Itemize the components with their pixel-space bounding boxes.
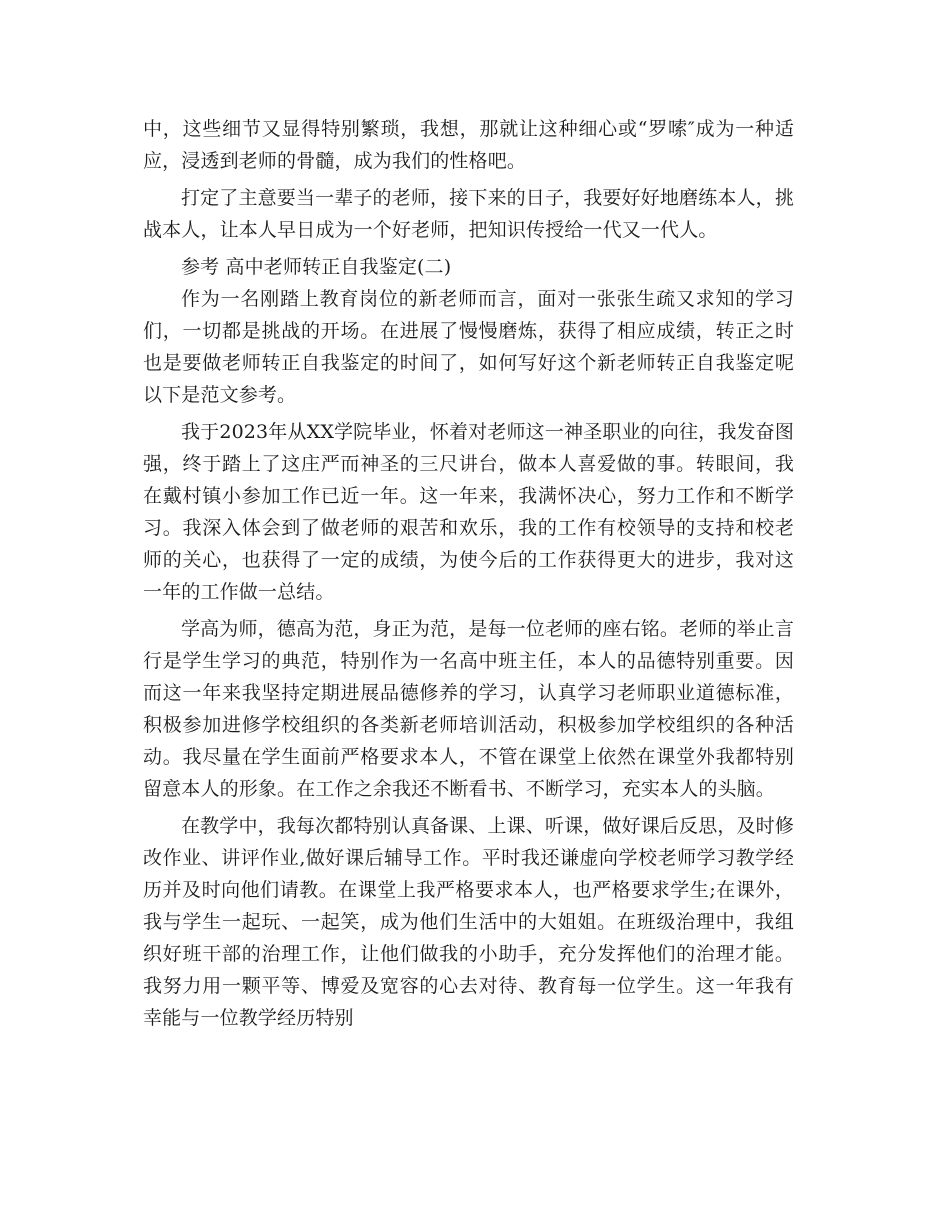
paragraph-intro: 作为一名刚踏上教育岗位的新老师而言，面对一张张生疏又求知的学习们，一切都是挑战的开场。在进展了慢慢磨炼，获得了相应成绩，转正之时也是要做老师转正自我鉴定的时间了，如何写好这个新老师转正自我鉴定呢以下是范文参考。: [143, 288, 794, 406]
paragraph-ethics: 学高为师，德高为范，身正为范，是每一位老师的座右铭。老师的举止言行是学生学习的典范，特别作为一名高中班主任，本人的品德特别重要。因而这一年来我坚持定期进展品德修养的学习，认真学习老师职业道德标准，积极参加进修学校组织的各类新老师培训活动，积极参加学校组织的各种活动。我尽量在学生面前严格要求本人，不管在课堂上依然在课堂外我都特别留意本人的形象。在工作之余我还不断看书、不断学习，充实本人的头脑。: [143, 618, 794, 800]
section-heading: 参考 高中老师转正自我鉴定(二): [181, 256, 452, 278]
paragraph-background: 我于2023年从XX学院毕业，怀着对老师这一神圣职业的向往，我发奋图强，终于踏上了这庄严而神圣的三尺讲台，做本人喜爱做的事。转眼间，我在戴村镇小参加工作已近一年。这一年来，我满怀决心，努力工作和不断学习。我深入体会到了做老师的艰苦和欢乐，我的工作有校领导的支持和校老师的关心，也获得了一定的成绩，为使今后的工作获得更大的进步，我对这一年的工作做一总结。: [143, 421, 794, 603]
paragraph-resolution: 打定了主意要当一辈子的老师，接下来的日子，我要好好地磨练本人，挑战本人，让本人早日成为一个好老师，把知识传授给一代又一代人。: [143, 187, 794, 241]
paragraph-teaching: 在教学中，我每次都特别认真备课、上课、听课，做好课后反思，及时修改作业、讲评作业,做好课后辅导工作。平时我还谦虚向学校老师学习教学经历并及时向他们请教。在课堂上我严格要求本人，也严格要求学生;在课外，我与学生一起玩、一起笑，成为他们生活中的大姐姐。在班级治理中，我组织好班干部的治理工作，让他们做我的小助手，充分发挥他们的治理才能。我努力用一颗平等、博爱及宽容的心去对待、教育每一位学生。这一年我有幸能与一位教学经历特别: [143, 815, 794, 1029]
paragraph-continuation: 中，这些细节又显得特别繁琐，我想，那就让这种细心或“罗嗦″成为一种适应，浸透到老师的骨髓，成为我们的性格吧。: [143, 118, 794, 172]
